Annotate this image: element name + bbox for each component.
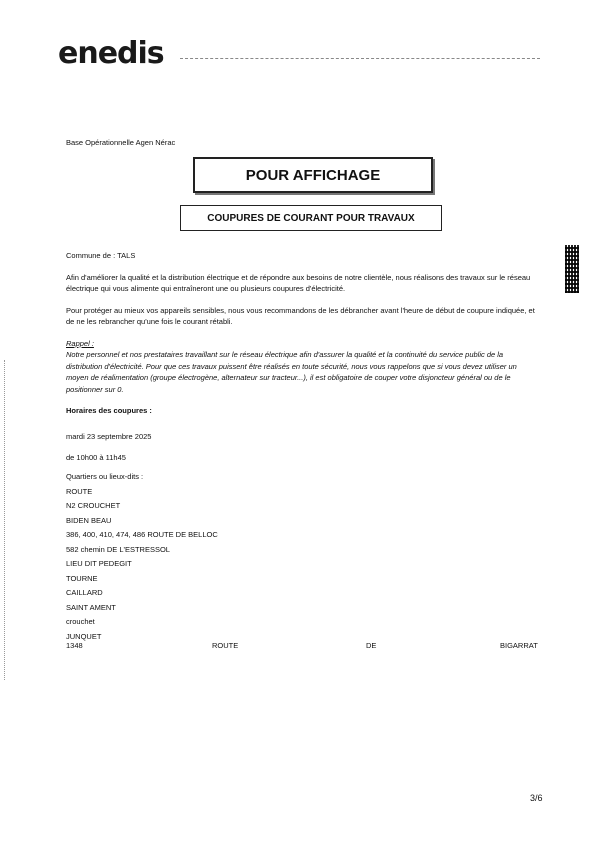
quartiers-list xyxy=(66,470,540,644)
list-item: crouchet xyxy=(66,617,95,626)
rappel-section xyxy=(66,338,540,396)
address-word-name: BIGARRAT xyxy=(500,641,538,650)
list-item: LIEU DIT PEDEGIT xyxy=(66,559,132,568)
list-item: JUNQUET xyxy=(66,631,102,641)
base-operation-line: Base Opérationnelle Agen Nérac xyxy=(66,138,176,147)
list-item: SAINT AMENT xyxy=(66,602,116,612)
enedis-logo: enedis xyxy=(58,36,164,71)
coupures-title: COUPURES DE COURANT POUR TRAVAUX xyxy=(207,212,415,224)
list-item: 582 chemin DE L'ESTRESSOL xyxy=(66,544,170,554)
horaires-title: Horaires des coupures : xyxy=(66,406,152,415)
list-item: N2 CROUCHET xyxy=(66,501,121,510)
qr-code-icon xyxy=(565,245,579,293)
list-item: TOURNE xyxy=(66,573,98,583)
address-word-de: DE xyxy=(366,641,377,650)
commune-line: Commune de : TALS xyxy=(66,251,136,260)
list-item: CAILLARD xyxy=(66,588,103,597)
notice-body xyxy=(66,250,540,474)
page-number: 3/6 xyxy=(530,793,543,803)
affichage-title-box xyxy=(193,157,433,193)
coupures-title-box xyxy=(180,205,442,231)
rappel-text: Notre personnel et nos prestataires travaillant sur le réseau électrique afin d'assurer la qualité et la continuité du service public de la distribution d'électricité. Pour que ces travaux puissent être réalisés en toute sécurité, nous vous rappelons que si vous devez utiliser un moyen de réalimentation (groupe électrogène, alternateur sur tracteur...), il est obligatoire de couper votre disjoncteur général ou de le positionner sur 0. xyxy=(66,350,517,394)
horaire-date: mardi 23 septembre 2025 xyxy=(66,431,152,441)
list-item: ROUTE xyxy=(66,486,93,496)
address-word-route: ROUTE xyxy=(212,641,239,650)
horaire-time: de 10h00 à 11h45 xyxy=(66,453,126,462)
rappel-title: Rappel : xyxy=(66,338,94,348)
margin-marks xyxy=(4,360,8,680)
protection-paragraph: Pour protéger au mieux vos appareils sensibles, nous vous recommandons de les débrancher avant l'heure de début de coupure indiquée, et de ne les rebrancher qu'une fois le courant rétabli. xyxy=(66,305,535,326)
address-number: 1348 xyxy=(66,641,83,650)
list-item: BIDEN BEAU xyxy=(66,515,112,525)
affichage-title: POUR AFFICHAGE xyxy=(245,166,381,184)
intro-paragraph: Afin d'améliorer la qualité et la distribution électrique et de répondre aux besoins de notre clientèle, nous réalisons des travaux sur le réseau électrique qui vous alimente qui entraîneront une ou plusieurs coupures d'électricité. xyxy=(66,272,531,293)
list-item: 386, 400, 410, 474, 486 ROUTE DE BELLOC xyxy=(66,530,218,539)
quartiers-title: Quartiers ou lieux-dits : xyxy=(66,472,144,481)
header-divider xyxy=(180,58,540,59)
